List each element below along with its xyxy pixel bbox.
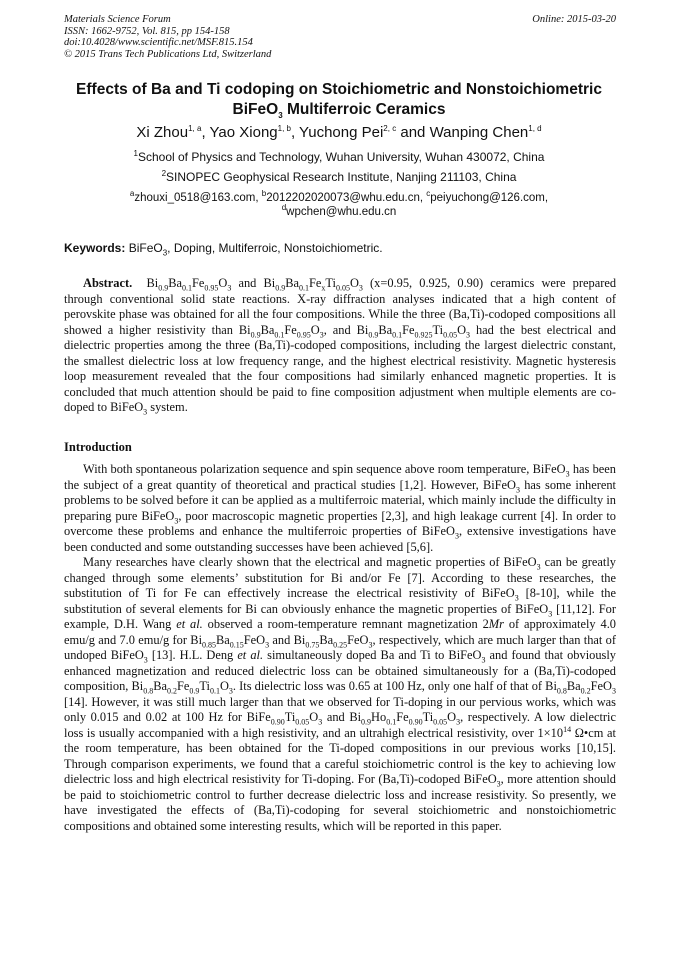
journal-doi: doi:10.4028/www.scientific.net/MSF.815.154 xyxy=(64,37,253,48)
journal-issn: ISSN: 1662-9752, Vol. 815, pp 154-158 xyxy=(64,25,230,37)
keywords: Keywords: BiFeO$_3$, Doping, Multiferroic, Nonstoichiometric. xyxy=(64,241,383,258)
paper-title xyxy=(50,80,628,120)
author: Yao Xiong xyxy=(209,124,278,141)
paragraph: With both spontaneous polarization sequence and spin sequence above room temperature, BiFeO$_3$ has been the subject of a great quantity of theoretical and practical studies [1,2]. However, BiFeO$_3$ has some inherent problems to be solved before it can be applied as a multiferroic material, which mainly include the difficulty in preparing pure BiFeO$_3$, poor macroscopic magnetic properties [2,3], and high leakage current [4]. In order to overcome these problems and enhance the multiferroic properties of BiFeO$_3$, extensive investigations have been conducted and some outstanding successes have been achieved [5,6]. xyxy=(64,462,617,554)
abstract-label: Abstract. xyxy=(83,276,133,290)
author: Yuchong Pei xyxy=(299,124,384,141)
journal-copyright: © 2015 Trans Tech Publications Ltd, Switzerland xyxy=(64,48,272,60)
paragraph: Many researches have clearly shown that the electrical and magnetic properties of BiFeO$_3$ can be greatly changed through some elements’ substitution for Bi and/or Fe [7]. According to these researches, the substitution of Ti for Fe can effectively increase the electrical resistivity of BiFeO$_3$ [8-10], while the substitution of several elements for Bi can obviously enhance the magnetic properties of BiFeO$_3$ [11,12]. For example, D.H. Wang et al. observed a room-temperature remnant magnetization 2Mr of approximately 4.0 emu/g and 7.0 emu/g for $Bi_{0.85}Ba_{0.15}FeO_3$ and $Bi_{0.75}Ba_{0.25}FeO_3$, respectively, which are much larger than that of undoped BiFeO$_3$ [13]. H.L. Deng et al. simultaneously doped Ba and Ti to BiFeO$_3$ and found that obviously enhanced magnetization and reduced dielectric loss can be obtained simultaneously for a (Ba,Ti)-codoped composition, $Bi_{0.8}Ba_{0.2}Fe_{0.9}Ti_{0.1}O_3$. Its dielectric loss was 0.65 at 100 Hz, only one half of that of $Bi_{0.8}Ba_{0.2}FeO_3$ [14]. However, it was still much larger than that we observed for Ti-doping in our pervious works, which was only 0.015 and 0.02 at 100 Hz for $BiFe_{0.90}Ti_{0.05}O_3$ and $Bi_{0.9}Ho_{0.1}Fe_{0.90}Ti_{0.05}O_3$, respectively. A low dielectric loss is usually accompanied with a high resistivity, and an ultrahigh electrical resistivity, over $1\times 10^{14}$ Ω•cm at the room temperature, has been obtained for the Ti-doped compositions in our previous works [10,15]. Through comparison experiments, we found that a careful stoichiometric control is the key to achieving low dielectric loss and high electrical resistivity for Ti-doping. For (Ba,Ti)-codoped BiFeO$_3$, more attention should be paid to stoichiometric control to further decrease dielectric loss and increase resistivity. So presently, we have investigated the effects of (Ba,Ti)-codoping for several stoichiometric and nonstoichiometric compositions and obtained some interesting results, which will be reported in this paper. xyxy=(64,555,617,833)
title-line-1: Effects of Ba and Ti codoping on Stoichiometric and Nonstoichiometric xyxy=(76,81,602,98)
journal-name: Materials Science Forum xyxy=(64,14,171,25)
email-c[interactable]: peiyuchong@126.com, xyxy=(430,192,549,204)
affiliation-2: $^2$SINOPEC Geophysical Research Institute, Nanjing 211103, China xyxy=(161,169,517,184)
journal-header xyxy=(64,14,616,60)
author-emails: $^a$zhouxi_0518@163.com, $^b$2012202020073@whu.edu.cn, $^c$peiyuchong@126.com, $^d$wpchen@whu.edu.cn xyxy=(129,189,549,218)
introduction-heading: Introduction xyxy=(64,440,132,454)
email-d[interactable]: wpchen@whu.edu.cn xyxy=(286,206,397,218)
title-line-2: BiFeO$_3$ Multiferroic Ceramics xyxy=(232,101,446,121)
author: Xi Zhou xyxy=(136,124,189,141)
introduction-body xyxy=(64,462,616,834)
keywords-label: Keywords: xyxy=(64,241,126,255)
online-date: Online: 2015-03-20 xyxy=(532,14,616,25)
affiliation-1: $^1$School of Physics and Technology, Wuhan University, Wuhan 430072, China xyxy=(133,149,545,164)
abstract: Abstract. $Bi_{0.9}Ba_{0.1}Fe_{0.95}O_3$ and $Bi_{0.9}Ba_{0.1}Fe_xTi_{0.05}O_3$ (x=0.95, 0.925, 0.90) ceramics were prepared through conventional solid state reactions. X-ray diffraction analyses indicated that a high content of perovskite phase was obtained for all the four compositions. While the three (Ba,Ti)-codoped compositions all showed a higher resistivity than $Bi_{0.9}Ba_{0.1}Fe_{0.95}O_3$, and $Bi_{0.9}Ba_{0.1}Fe_{0.925}Ti_{0.05}O_3$ had the best electrical and dielectric properties among the three (Ba,Ti)-codoped compositions, including the largest dielectric constant, the smallest dielectric loss at low frequency range, and the highest electrical resistivity. Magnetic hysteresis loop measurement revealed that the four compositions had similarly enhanced magnetic properties. It is concluded that much attention should be paid to fine composition adjustment when multiple elements are co-doped to BiFeO$_3$ system. xyxy=(64,276,617,417)
email-a[interactable]: zhouxi_0518@163.com, xyxy=(134,192,259,204)
author-list: Xi Zhou$^{1, a}$, Yao Xiong$^{1, b}$, Yuchong Pei$^{2, c}$ and Wanping Chen$^{1, d}$ xyxy=(136,124,542,141)
email-b[interactable]: 2012202020073@whu.edu.cn, xyxy=(266,192,424,204)
author: Wanping Chen xyxy=(429,124,529,141)
